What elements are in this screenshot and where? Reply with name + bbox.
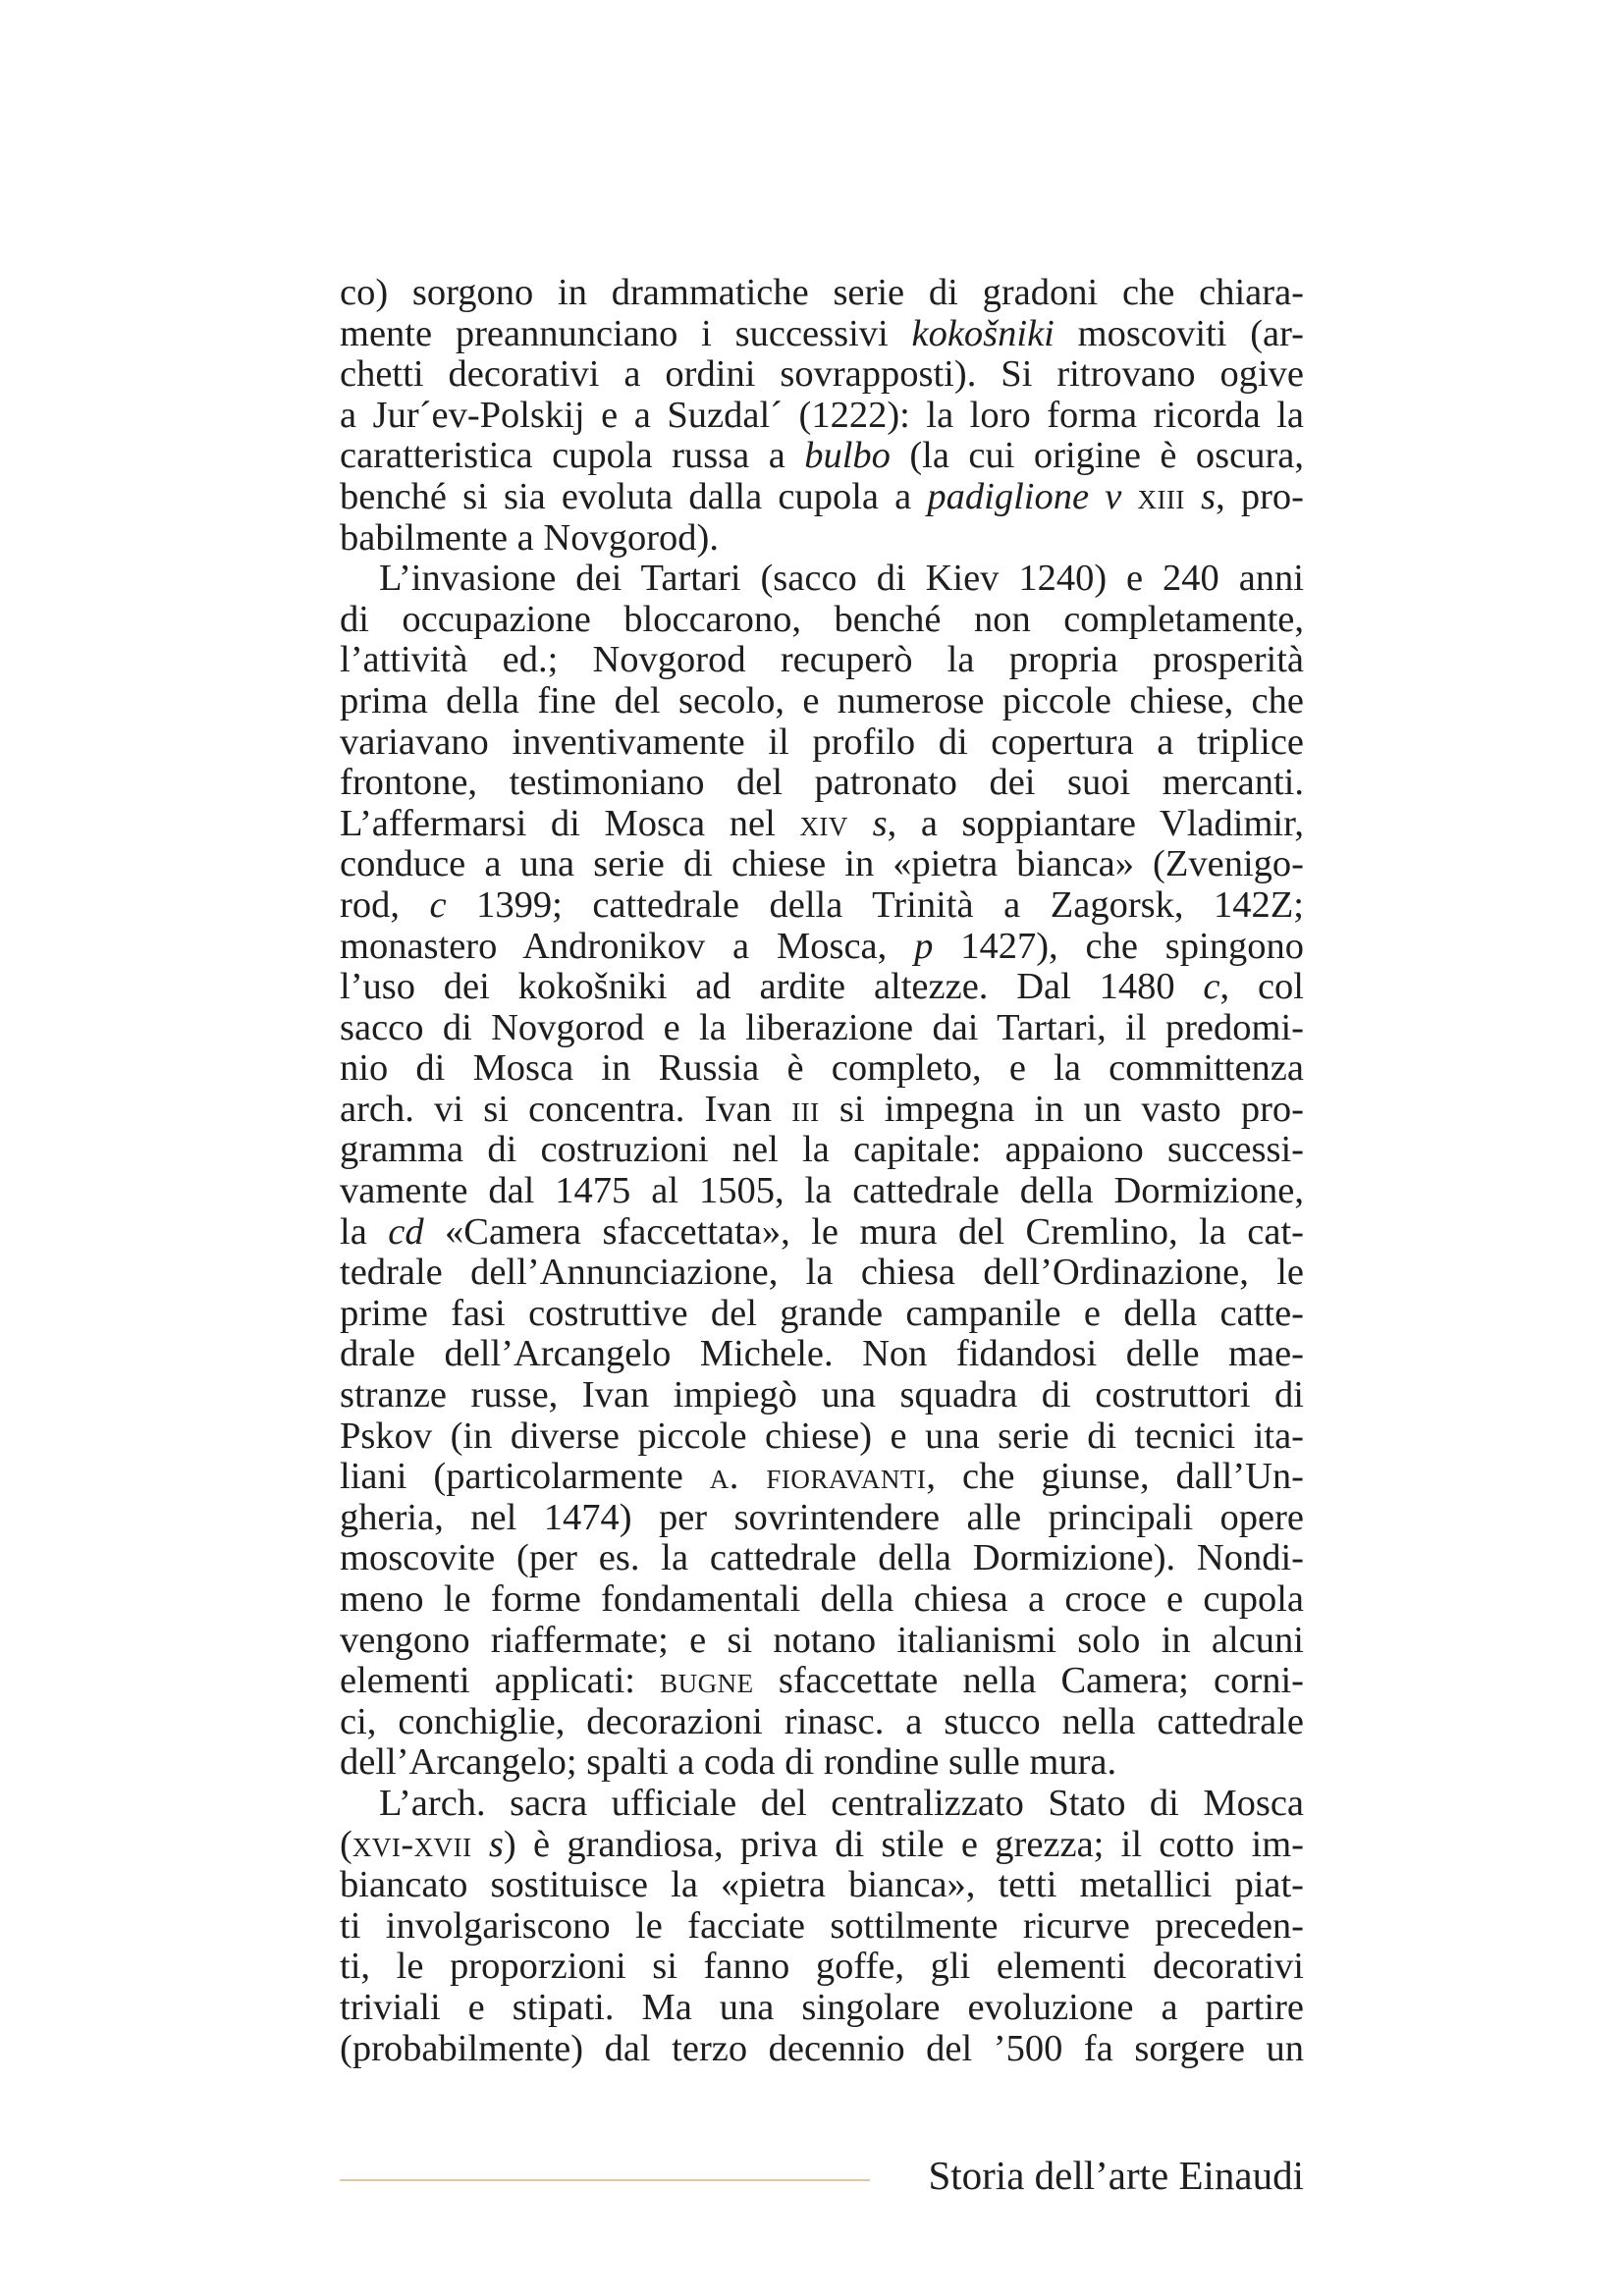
text-line: (probabilmente) dal terzo decennio del ’500 fa sorgere un [340, 2027, 1304, 2069]
text-line: rod, c 1399; cattedrale della Trinità a Zagorsk, 142Z; [340, 883, 1304, 926]
footer-title: Storia dell’arte Einaudi [928, 2153, 1304, 2198]
body-text [340, 273, 1304, 2069]
text-line: meno le forme fondamentali della chiesa a croce e cupola [340, 1578, 1304, 1620]
text-line: co) sorgono in drammatiche serie di gradoni che chiara- [340, 272, 1304, 313]
text-line: nio di Mosca in Russia è completo, e la committenza [340, 1047, 1304, 1090]
text-line: chetti decorativi a ordini sovrapposti). Si ritrovano ogive [340, 353, 1304, 396]
text-line: mente preannunciano i successivi kokošniki moscoviti (ar- [340, 312, 1305, 354]
text-line: elementi applicati: bugne sfaccettate nella Camera; corni- [340, 1660, 1304, 1702]
text-line: ti, le proporzioni si fanno goffe, gli elementi decorativi [340, 1946, 1304, 1988]
text-line: stranze russe, Ivan impiegò una squadra di costruttori di [340, 1374, 1304, 1416]
text-line: L’affermarsi di Mosca nel xiv s, a soppiantare Vladimir, [340, 802, 1305, 844]
text-line: l’attività ed.; Novgorod recuperò la propria prosperità [340, 639, 1304, 681]
text-line: dell’Arcangelo; spalti a coda di rondine sulle mura. [340, 1741, 1117, 1784]
text-line: caratteristica cupola russa a bulbo (la cui origine è oscura, [340, 435, 1304, 477]
text-line: Pskov (in diverse piccole chiese) e una serie di tecnici ita- [340, 1415, 1304, 1457]
paragraph-3 [340, 1784, 1304, 2069]
text-line: prime fasi costruttive del grande campanile e della catte- [340, 1292, 1304, 1334]
text-line: monastero Andronikov a Mosca, p 1427), che spingono [340, 925, 1304, 967]
footer-divider [340, 2179, 870, 2181]
text-line: biancato sostituisce la «pietra bianca», tetti metallici piat- [340, 1864, 1304, 1906]
text-line: ti involgariscono le facciate sottilmente ricurve preceden- [340, 1904, 1304, 1947]
text-line: a Jur´ev-Polskij e a Suzdal´ (1222): la loro forma ricorda la [340, 394, 1304, 436]
text-line: variavano inventivamente il profilo di copertura a triplice [340, 721, 1304, 763]
text-line: la cd «Camera sfaccettata», le mura del Cremlino, la cat- [340, 1210, 1304, 1253]
text-line: babilmente a Novgorod). [340, 516, 719, 559]
text-line: gheria, nel 1474) per sovrintendere alle principali opere [340, 1496, 1304, 1538]
paragraph-2 [340, 559, 1304, 1784]
text-line: prima della fine del secolo, e numerose piccole chiese, che [340, 679, 1304, 721]
text-line: tedrale dell’Annunciazione, la chiesa dell’Ordinazione, le [340, 1252, 1304, 1294]
text-line: vengono riaffermate; e si notano italianismi solo in alcuni [340, 1619, 1304, 1661]
text-line: sacco di Novgorod e la liberazione dai Tartari, il predomi- [340, 1006, 1304, 1048]
text-line: L’arch. sacra ufficiale del centralizzato Stato di Mosca [379, 1782, 1304, 1824]
paragraph-1 [340, 273, 1304, 559]
text-line: (xvi-xvii s) è grandiosa, priva di stile e grezza; il cotto im- [340, 1823, 1304, 1865]
text-line: liani (particolarmente a. fioravanti, che giunse, dall’Un- [340, 1456, 1304, 1498]
text-line: conduce a una serie di chiese in «pietra bianca» (Zvenigo- [340, 843, 1304, 885]
text-line: benché si sia evoluta dalla cupola a padiglione v xiii s, pro- [340, 475, 1304, 517]
text-line: triviali e stipati. Ma una singolare evoluzione a partire [340, 1986, 1304, 2028]
text-line: ci, conchiglie, decorazioni rinasc. a stucco nella cattedrale [340, 1700, 1304, 1742]
text-line: vamente dal 1475 al 1505, la cattedrale della Dormizione, [340, 1170, 1304, 1212]
text-line: gramma di costruzioni nel la capitale: appaiono successi- [340, 1129, 1304, 1171]
text-line: di occupazione bloccarono, benché non completamente, [340, 598, 1304, 640]
text-line: l’uso dei kokošniki ad ardite altezze. Dal 1480 c, col [340, 966, 1304, 1008]
text-line: L’invasione dei Tartari (sacco di Kiev 1240) e 240 anni [379, 558, 1304, 600]
text-line: arch. vi si concentra. Ivan iii si impegna in un vasto pro- [340, 1088, 1305, 1130]
text-line: drale dell’Arcangelo Michele. Non fidandosi delle mae- [340, 1333, 1304, 1375]
text-line: moscovite (per es. la cattedrale della Dormizione). Nondi- [340, 1537, 1304, 1579]
text-line: frontone, testimoniano del patronato dei suoi mercanti. [340, 762, 1304, 804]
